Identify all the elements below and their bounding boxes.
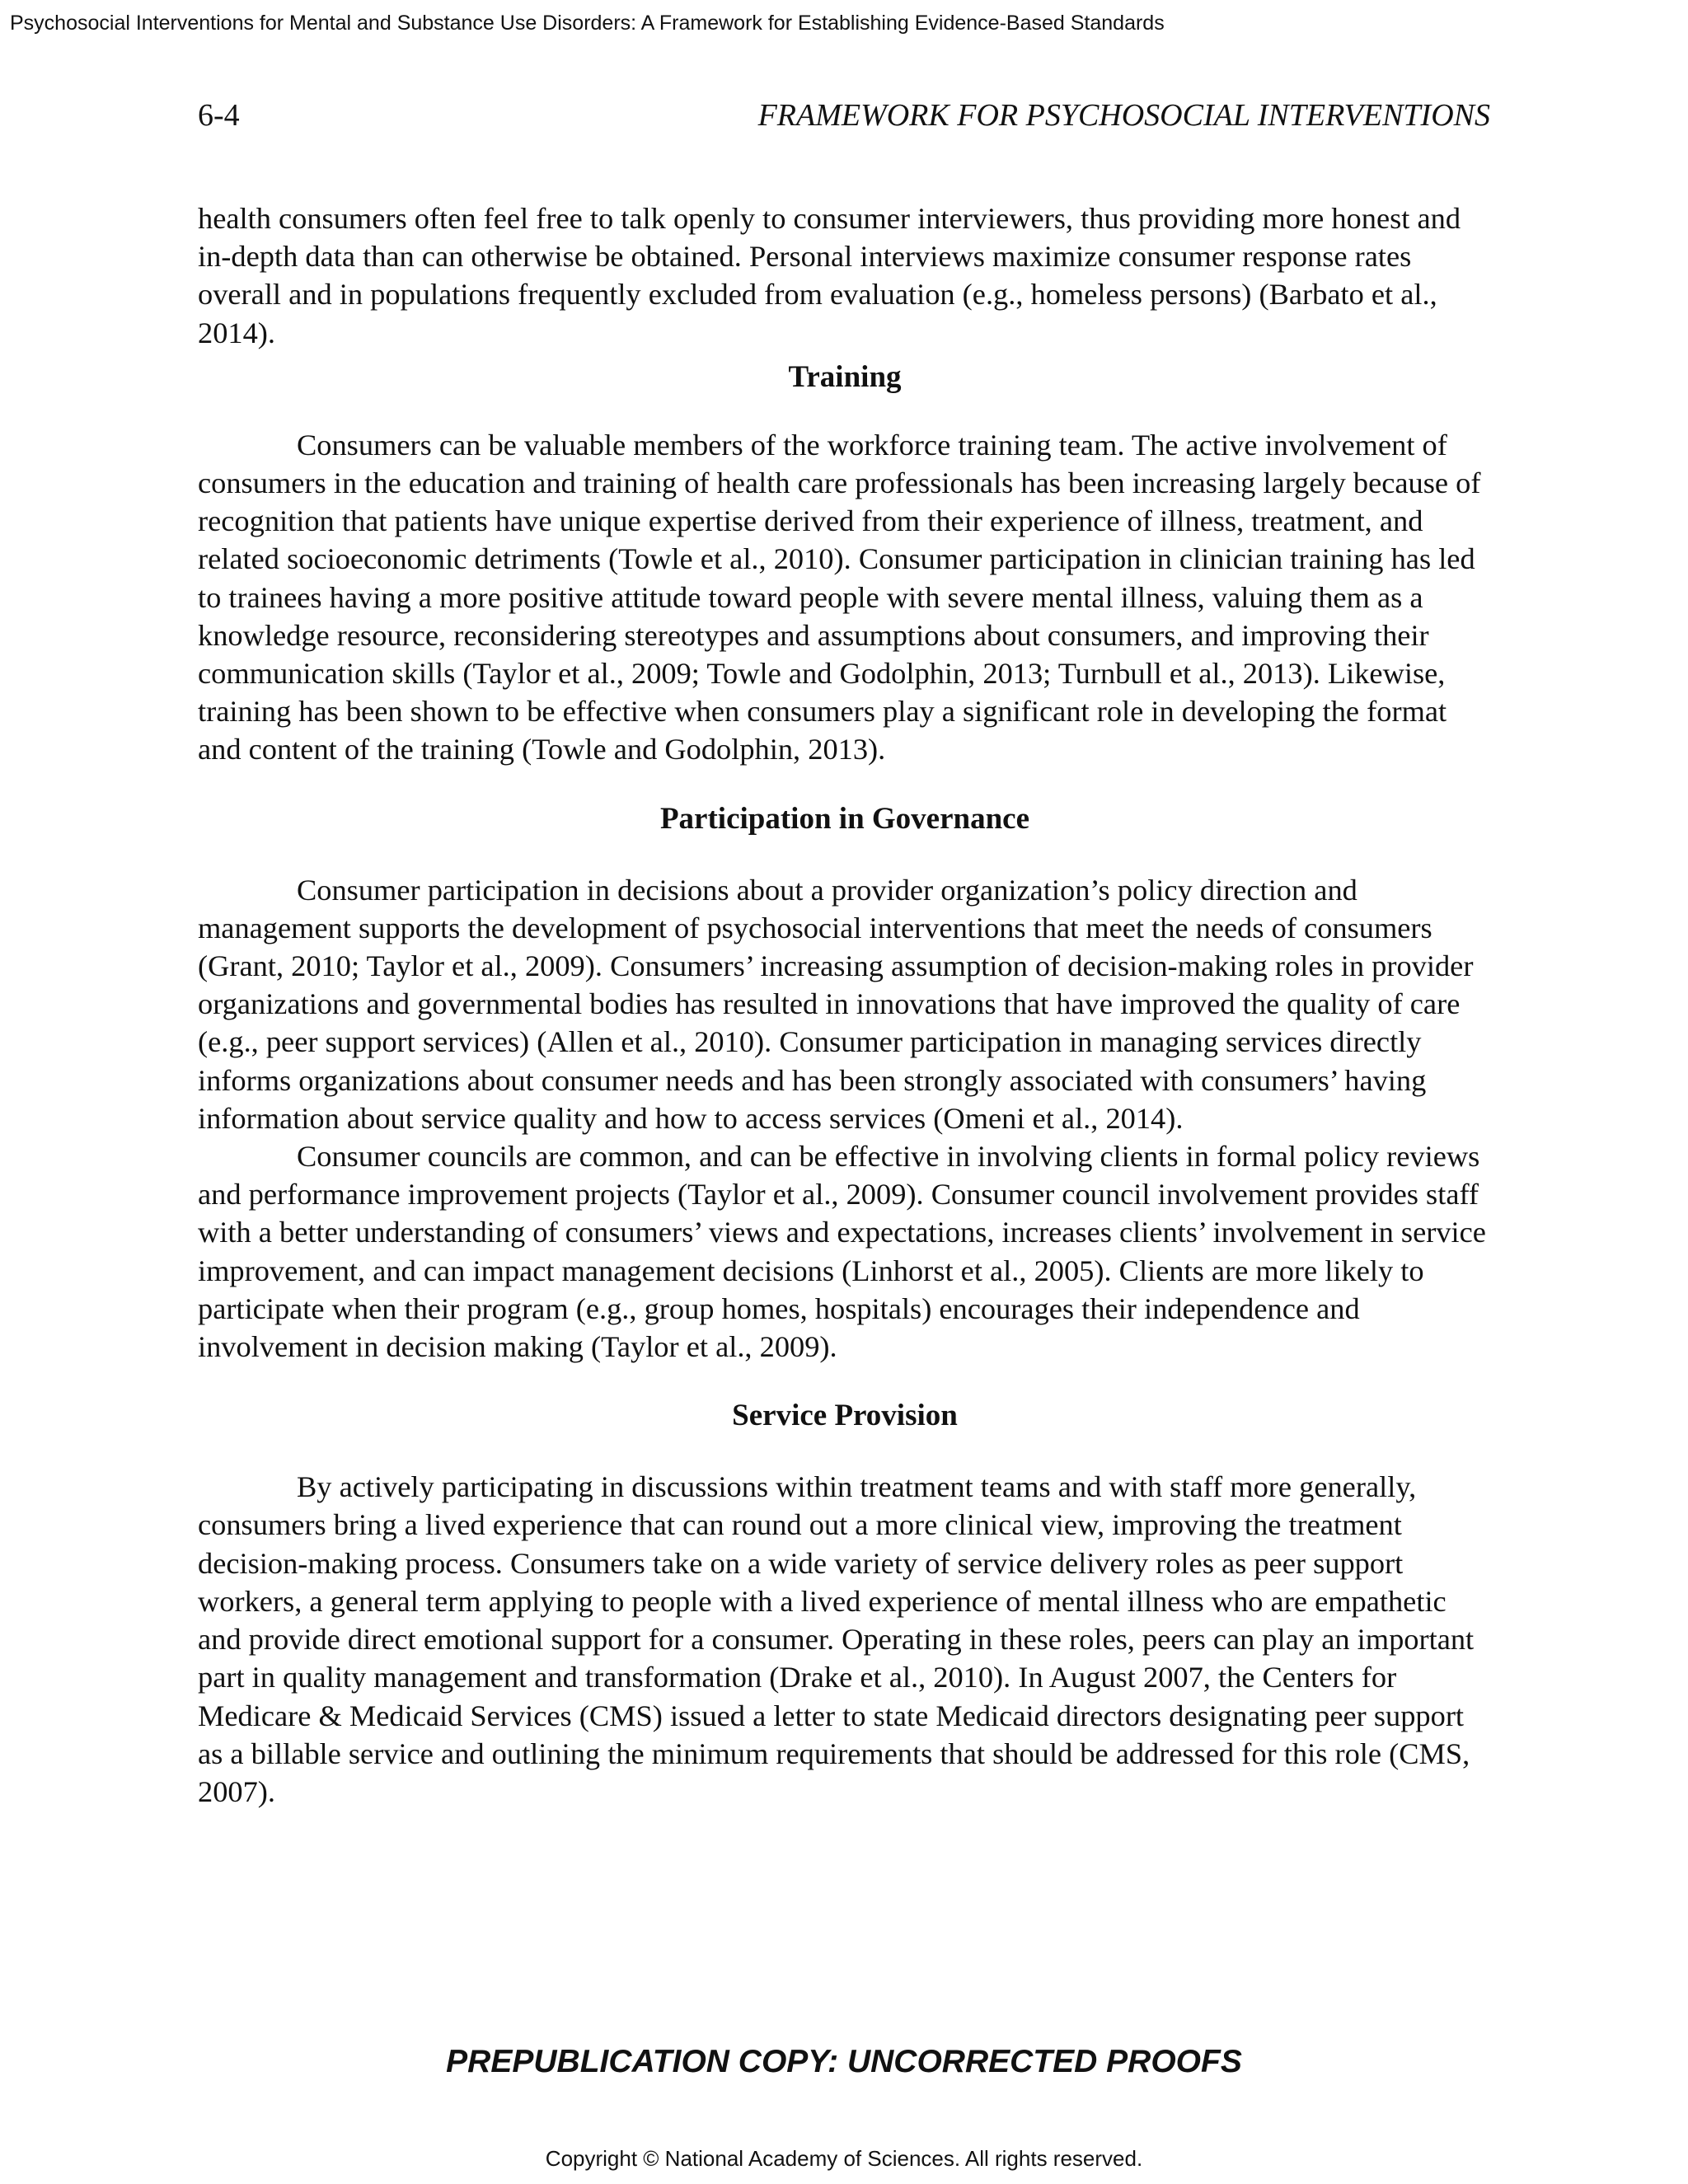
section-heading-service-provision: Service Provision bbox=[732, 1399, 958, 1433]
page-number: 6-4 bbox=[198, 98, 240, 133]
running-header bbox=[198, 97, 1490, 138]
service-provision-paragraph: By actively participating in discussions within treatment teams and with staff more generally, consumers bring a lived experience that can round out a more clinical view, improving the treatment decision-making process. Consumers take on a wide variety of service delivery roles as peer support workers, a general term applying to people with a lived experience of mental illness who are empathetic and provide direct emotional support for a consumer. Operating in these roles, peers can play an important part in quality management and transformation (Drake et al., 2010). In August 2007, the Centers for Medicare & Medicaid Services (CMS) issued a letter to state Medicaid directors designating peer support as a billable service and outlining the minimum requirements that should be addressed for this role (CMS, 2007). bbox=[198, 1470, 1475, 1808]
intro-paragraph: health consumers often feel free to talk openly to consumer interviewers, thus providing more honest and in-depth data than can otherwise be obtained. Personal interviews maximize consumer response rates overall and in populations frequently excluded from evaluation (e.g., homeless persons) (Barbato et al., 2014). bbox=[198, 202, 1461, 349]
page-body bbox=[198, 199, 1492, 1811]
governance-paragraph-1: Consumer participation in decisions about a provider organization’s policy direction and management supports the development of psychosocial interventions that meet the needs of consumers (Grant, 2010; Taylor et al., 2009). Consumers’ increasing assumption of decision-making roles in provider organizations and governmental bodies has resulted in innovations that have improved the quality of care (e.g., peer support services) (Allen et al., 2010). Consumer participation in managing services directly informs organizations about consumer needs and has been strongly associated with consumers’ having information about service quality and how to access services (Omeni et al., 2014). bbox=[198, 873, 1474, 1135]
document-banner: Psychosocial Interventions for Mental and Substance Use Disorders: A Framework for Establishing Evidence-Based Standards bbox=[10, 12, 1165, 35]
section-heading-governance: Participation in Governance bbox=[659, 801, 1030, 836]
running-title: FRAMEWORK FOR PSYCHOSOCIAL INTERVENTIONS bbox=[757, 98, 1490, 133]
prepublication-notice: PREPUBLICATION COPY: UNCORRECTED PROOFS bbox=[446, 2044, 1242, 2079]
training-paragraph: Consumers can be valuable members of the workforce training team. The active involvement of consumers in the education and training of health care professionals has been increasing largely because of recognition that patients have unique expertise derived from their experience of illness, treatment, and related socioeconomic detriments (Towle et al., 2010). Consumer participation in clinician training has led to trainees having a more positive attitude toward people with severe mental illness, valuing them as a knowledge resource, reconsidering stereotypes and assumptions about consumers, and improving their communication skills (Taylor et al., 2009; Towle and Godolphin, 2013; Turnbull et al., 2013). Likewise, training has been shown to be effective when consumers play a significant role in developing the format and content of the training (Towle and Godolphin, 2013). bbox=[198, 428, 1481, 766]
governance-paragraph-2: Consumer councils are common, and can be effective in involving clients in formal policy reviews and performance improvement projects (Taylor et al., 2009). Consumer council involvement provides staff with a better understanding of consumers’ views and expectations, increases clients’ involvement in service improvement, and can impact management decisions (Linhorst et al., 2005). Clients are more likely to participate when their program (e.g., group homes, hospitals) encourages their independence and involvement in decision making (Taylor et al., 2009). bbox=[198, 1140, 1486, 1364]
section-heading-training: Training bbox=[788, 359, 902, 394]
copyright-notice: Copyright © National Academy of Sciences. All rights reserved. bbox=[545, 2146, 1143, 2171]
